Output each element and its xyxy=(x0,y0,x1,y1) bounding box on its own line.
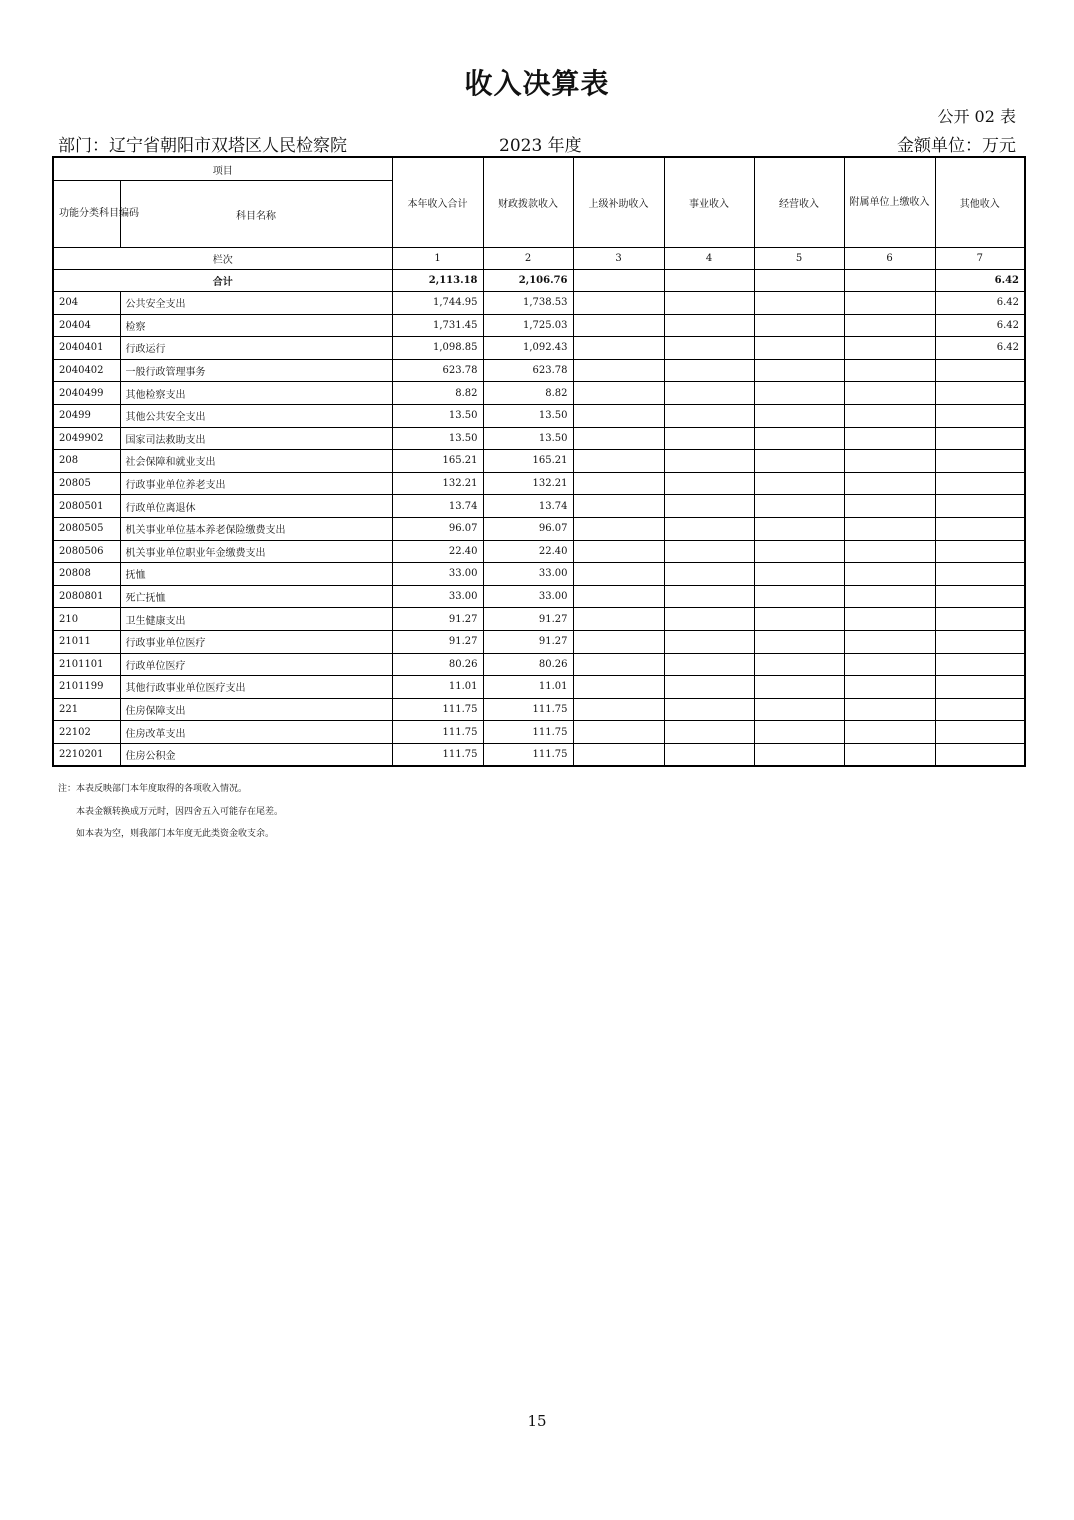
row-value: 80.26 xyxy=(483,653,573,676)
row-value: 1,092.43 xyxy=(483,337,573,360)
row-value xyxy=(754,517,844,540)
row-code: 2080505 xyxy=(53,517,120,540)
row-value xyxy=(935,495,1025,518)
row-value xyxy=(573,292,664,315)
row-value xyxy=(754,653,844,676)
row-value xyxy=(844,427,935,450)
row-code: 2049902 xyxy=(53,427,120,450)
row-value xyxy=(935,540,1025,563)
row-code: 22102 xyxy=(53,721,120,744)
department-label: 部门：辽宁省朝阳市双塔区人民检察院 xyxy=(58,136,347,156)
row-value xyxy=(573,608,664,631)
table-row xyxy=(53,721,1025,744)
total-row xyxy=(53,270,1025,292)
row-name: 公共安全支出 xyxy=(120,292,392,315)
row-value: 8.82 xyxy=(392,382,483,405)
row-name: 行政事业单位医疗 xyxy=(120,630,392,653)
row-value xyxy=(573,585,664,608)
row-value xyxy=(935,563,1025,586)
row-value xyxy=(573,653,664,676)
row-value xyxy=(573,540,664,563)
row-value xyxy=(664,698,754,721)
row-value xyxy=(844,517,935,540)
row-value xyxy=(935,427,1025,450)
row-name: 一般行政管理事务 xyxy=(120,359,392,382)
row-value: 6.42 xyxy=(935,292,1025,315)
row-value: 111.75 xyxy=(483,698,573,721)
row-value xyxy=(664,472,754,495)
row-value xyxy=(935,653,1025,676)
row-value xyxy=(664,653,754,676)
row-value xyxy=(664,676,754,699)
row-value xyxy=(844,653,935,676)
note-line: 本表金额转换成万元时，因四舍五入可能存在尾差。 xyxy=(76,806,284,817)
row-name: 行政单位离退休 xyxy=(120,495,392,518)
row-value: 13.50 xyxy=(392,404,483,427)
row-value: 13.50 xyxy=(483,404,573,427)
row-name: 机关事业单位职业年金缴费支出 xyxy=(120,540,392,563)
row-value xyxy=(844,630,935,653)
row-value: 91.27 xyxy=(483,608,573,631)
total-value xyxy=(844,270,935,292)
row-value: 11.01 xyxy=(392,676,483,699)
row-value: 11.01 xyxy=(483,676,573,699)
row-name: 其他公共安全支出 xyxy=(120,404,392,427)
lanci-4: 4 xyxy=(664,248,754,270)
header-col-1: 本年收入合计 xyxy=(392,157,483,248)
lanci-row xyxy=(53,248,1025,270)
total-value: 6.42 xyxy=(935,270,1025,292)
row-value xyxy=(935,743,1025,766)
row-value xyxy=(664,404,754,427)
row-value xyxy=(754,472,844,495)
row-value xyxy=(664,314,754,337)
table-row xyxy=(53,472,1025,495)
row-code: 2040401 xyxy=(53,337,120,360)
header-col-7: 其他收入 xyxy=(935,157,1025,248)
row-value: 22.40 xyxy=(392,540,483,563)
row-value xyxy=(664,540,754,563)
row-name: 行政事业单位养老支出 xyxy=(120,472,392,495)
total-value: 2,106.76 xyxy=(483,270,573,292)
row-value xyxy=(844,450,935,473)
row-value xyxy=(573,563,664,586)
row-value xyxy=(754,563,844,586)
row-value: 1,744.95 xyxy=(392,292,483,315)
row-value: 96.07 xyxy=(392,517,483,540)
row-name: 死亡抚恤 xyxy=(120,585,392,608)
row-value xyxy=(573,495,664,518)
row-value: 80.26 xyxy=(392,653,483,676)
row-code: 2080506 xyxy=(53,540,120,563)
row-value xyxy=(573,314,664,337)
header-col-3: 上级补助收入 xyxy=(573,157,664,248)
row-value xyxy=(935,721,1025,744)
row-value: 1,725.03 xyxy=(483,314,573,337)
row-name: 卫生健康支出 xyxy=(120,608,392,631)
row-value: 111.75 xyxy=(392,743,483,766)
row-value: 22.40 xyxy=(483,540,573,563)
note-line: 如本表为空，则我部门本年度无此类资金收支余。 xyxy=(76,829,275,839)
row-name: 住房保障支出 xyxy=(120,698,392,721)
table-row xyxy=(53,563,1025,586)
row-code: 204 xyxy=(53,292,120,315)
table-row xyxy=(53,450,1025,473)
table-row xyxy=(53,585,1025,608)
row-value xyxy=(573,676,664,699)
row-value xyxy=(664,743,754,766)
row-value: 111.75 xyxy=(483,743,573,766)
lanci-label: 栏次 xyxy=(53,248,392,270)
row-value xyxy=(844,585,935,608)
row-value xyxy=(754,608,844,631)
row-value xyxy=(844,472,935,495)
lanci-5: 5 xyxy=(754,248,844,270)
table-row xyxy=(53,314,1025,337)
row-value xyxy=(935,472,1025,495)
row-name: 检察 xyxy=(120,314,392,337)
header-col-5: 经营收入 xyxy=(754,157,844,248)
row-value: 13.50 xyxy=(392,427,483,450)
lanci-2: 2 xyxy=(483,248,573,270)
row-value: 13.74 xyxy=(483,495,573,518)
table-meta xyxy=(58,131,1016,156)
row-value xyxy=(844,563,935,586)
row-code: 2040499 xyxy=(53,382,120,405)
row-code: 210 xyxy=(53,608,120,631)
row-value: 165.21 xyxy=(392,450,483,473)
row-value: 132.21 xyxy=(392,472,483,495)
page-number: 15 xyxy=(527,1412,547,1430)
row-name: 国家司法救助支出 xyxy=(120,427,392,450)
table-row xyxy=(53,404,1025,427)
row-value xyxy=(935,382,1025,405)
row-value xyxy=(844,314,935,337)
row-value xyxy=(573,721,664,744)
row-value xyxy=(664,359,754,382)
row-value xyxy=(935,630,1025,653)
row-value xyxy=(573,517,664,540)
row-value xyxy=(935,698,1025,721)
row-value xyxy=(754,630,844,653)
row-value xyxy=(664,517,754,540)
row-code: 2101101 xyxy=(53,653,120,676)
row-value xyxy=(844,608,935,631)
row-value xyxy=(573,743,664,766)
row-value: 6.42 xyxy=(935,314,1025,337)
row-value xyxy=(664,292,754,315)
lanci-7: 7 xyxy=(935,248,1025,270)
row-value xyxy=(664,630,754,653)
row-value xyxy=(754,698,844,721)
total-label: 合计 xyxy=(53,270,392,292)
row-value xyxy=(844,495,935,518)
row-value xyxy=(935,450,1025,473)
table-row xyxy=(53,337,1025,360)
table-number: 公开 02 表 xyxy=(937,107,1016,126)
row-code: 2210201 xyxy=(53,743,120,766)
row-name: 住房公积金 xyxy=(120,743,392,766)
row-value xyxy=(754,585,844,608)
row-value xyxy=(573,472,664,495)
table-row xyxy=(53,608,1025,631)
row-value xyxy=(664,495,754,518)
row-code: 2080801 xyxy=(53,585,120,608)
table-row xyxy=(53,517,1025,540)
row-value xyxy=(844,337,935,360)
row-name: 行政单位医疗 xyxy=(120,653,392,676)
header-code: 功能分类科目编码 xyxy=(53,181,120,248)
row-value xyxy=(935,585,1025,608)
row-value: 111.75 xyxy=(483,721,573,744)
table-row xyxy=(53,359,1025,382)
row-value xyxy=(844,540,935,563)
income-table xyxy=(52,156,1026,767)
row-code: 208 xyxy=(53,450,120,473)
row-value xyxy=(573,450,664,473)
lanci-1: 1 xyxy=(392,248,483,270)
row-value xyxy=(664,608,754,631)
row-value xyxy=(573,382,664,405)
header-col-4: 事业收入 xyxy=(664,157,754,248)
row-value xyxy=(935,608,1025,631)
row-value: 13.50 xyxy=(483,427,573,450)
row-value xyxy=(754,676,844,699)
row-value: 6.42 xyxy=(935,337,1025,360)
row-value xyxy=(754,292,844,315)
row-value xyxy=(844,698,935,721)
row-value xyxy=(573,337,664,360)
table-row xyxy=(53,495,1025,518)
note-line: 注：本表反映部门本年度取得的各项收入情况。 xyxy=(58,784,248,794)
row-value xyxy=(573,404,664,427)
row-value xyxy=(754,314,844,337)
row-value xyxy=(935,517,1025,540)
row-name: 社会保障和就业支出 xyxy=(120,450,392,473)
row-value xyxy=(573,359,664,382)
row-value xyxy=(935,359,1025,382)
row-value: 1,098.85 xyxy=(392,337,483,360)
row-name: 抚恤 xyxy=(120,563,392,586)
row-code: 20808 xyxy=(53,563,120,586)
row-value xyxy=(844,382,935,405)
row-value xyxy=(573,427,664,450)
row-value: 91.27 xyxy=(392,608,483,631)
notes xyxy=(58,778,283,846)
row-value xyxy=(754,359,844,382)
row-value: 1,731.45 xyxy=(392,314,483,337)
row-code: 2101199 xyxy=(53,676,120,699)
amount-unit: 金额单位：万元 xyxy=(897,136,1016,156)
row-value: 111.75 xyxy=(392,721,483,744)
row-value: 33.00 xyxy=(392,563,483,586)
table-row xyxy=(53,630,1025,653)
row-value xyxy=(664,721,754,744)
fiscal-year: 2023 年度 xyxy=(499,136,582,156)
row-value xyxy=(664,563,754,586)
row-value: 8.82 xyxy=(483,382,573,405)
row-value xyxy=(573,630,664,653)
row-value xyxy=(664,427,754,450)
row-code: 20404 xyxy=(53,314,120,337)
row-value xyxy=(935,676,1025,699)
row-value xyxy=(664,450,754,473)
total-value xyxy=(573,270,664,292)
row-value: 132.21 xyxy=(483,472,573,495)
row-value: 623.78 xyxy=(392,359,483,382)
row-value: 33.00 xyxy=(392,585,483,608)
row-name: 其他行政事业单位医疗支出 xyxy=(120,676,392,699)
header-item: 项目 xyxy=(53,157,392,181)
row-code: 221 xyxy=(53,698,120,721)
lanci-3: 3 xyxy=(573,248,664,270)
row-value xyxy=(754,337,844,360)
row-value xyxy=(754,721,844,744)
row-name: 行政运行 xyxy=(120,337,392,360)
total-value: 2,113.18 xyxy=(392,270,483,292)
header-col-2: 财政拨款收入 xyxy=(483,157,573,248)
row-value xyxy=(844,404,935,427)
row-value xyxy=(664,337,754,360)
row-name: 住房改革支出 xyxy=(120,721,392,744)
row-value xyxy=(754,427,844,450)
row-value: 33.00 xyxy=(483,585,573,608)
row-value xyxy=(844,721,935,744)
row-name: 其他检察支出 xyxy=(120,382,392,405)
table-row xyxy=(53,540,1025,563)
row-value xyxy=(573,698,664,721)
total-value xyxy=(754,270,844,292)
row-value xyxy=(664,585,754,608)
row-code: 2080501 xyxy=(53,495,120,518)
row-value: 111.75 xyxy=(392,698,483,721)
row-code: 20499 xyxy=(53,404,120,427)
lanci-6: 6 xyxy=(844,248,935,270)
row-value xyxy=(844,359,935,382)
row-value xyxy=(844,676,935,699)
row-value xyxy=(754,743,844,766)
row-value: 91.27 xyxy=(483,630,573,653)
table-row xyxy=(53,427,1025,450)
row-value: 91.27 xyxy=(392,630,483,653)
header-col-6: 附属单位上缴收入 xyxy=(844,157,935,248)
row-value: 33.00 xyxy=(483,563,573,586)
table-row xyxy=(53,653,1025,676)
row-value: 96.07 xyxy=(483,517,573,540)
row-value xyxy=(754,404,844,427)
table-row xyxy=(53,676,1025,699)
table-row xyxy=(53,382,1025,405)
header-name: 科目名称 xyxy=(120,181,392,248)
row-value xyxy=(754,540,844,563)
row-value: 165.21 xyxy=(483,450,573,473)
row-code: 20805 xyxy=(53,472,120,495)
row-value: 1,738.53 xyxy=(483,292,573,315)
row-value: 623.78 xyxy=(483,359,573,382)
total-value xyxy=(664,270,754,292)
row-value xyxy=(935,404,1025,427)
table-row xyxy=(53,292,1025,315)
row-value: 13.74 xyxy=(392,495,483,518)
row-code: 21011 xyxy=(53,630,120,653)
row-value xyxy=(754,450,844,473)
row-value xyxy=(664,382,754,405)
row-value xyxy=(754,382,844,405)
table-row xyxy=(53,743,1025,766)
page-title: 收入决算表 xyxy=(464,67,610,100)
table-row xyxy=(53,698,1025,721)
row-name: 机关事业单位基本养老保险缴费支出 xyxy=(120,517,392,540)
row-value xyxy=(754,495,844,518)
row-value xyxy=(844,743,935,766)
row-value xyxy=(844,292,935,315)
row-code: 2040402 xyxy=(53,359,120,382)
